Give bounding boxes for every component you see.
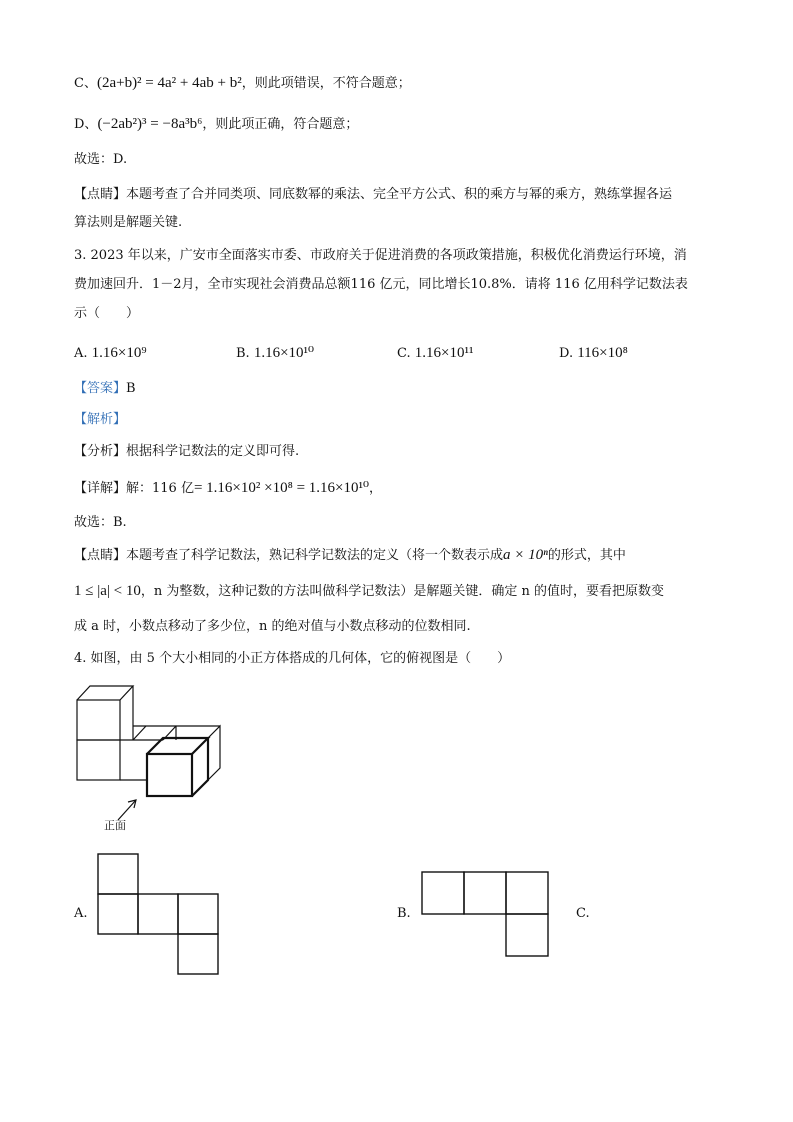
q3-detail-formula: = 1.16×10² ×10⁸ = 1.16×10¹⁰ [193, 480, 370, 496]
q3-answer-value: B [126, 381, 136, 396]
q3-option-c [397, 343, 473, 364]
comment1-line1 [74, 185, 672, 205]
q3-comment-line2 [74, 581, 664, 602]
grid-cell-b2 [464, 872, 506, 914]
grid-cell-b3 [506, 872, 548, 914]
q3-option-a-label: A. [74, 346, 88, 361]
choose-d: 故选：D. [74, 152, 128, 167]
grid-cell-a1 [98, 854, 138, 894]
q3-answer [74, 379, 136, 399]
front-label: 正面 [104, 819, 126, 832]
comment1-line2: 算法则是解题关键. [74, 215, 183, 230]
q3-option-c-label: C. [397, 346, 411, 361]
grid-cell-b1 [422, 872, 464, 914]
cube-drawing [77, 686, 220, 820]
cube-figure [70, 680, 230, 850]
grid-cell-a3 [138, 894, 178, 934]
q3-fenxi-label: 【分析】 [74, 444, 127, 459]
q3-choose: 故选：B. [74, 515, 127, 530]
q3-option-d-label: D. [559, 346, 574, 361]
q3-comment-text1a: 本题考查了科学记数法，熟记科学记数法的定义（将一个数表示成 [126, 548, 504, 563]
q3-answer-label: 【答案】 [74, 381, 127, 396]
option-c-line [74, 73, 411, 94]
q4-option-a-label: A. [74, 906, 88, 921]
q3-option-b [236, 343, 314, 364]
option-d-comment: ，则此项正确，符合题意； [202, 117, 359, 132]
cube-right-side [208, 726, 220, 780]
q3-comment-label: 【点睛】 [74, 548, 127, 563]
comment1-text1: 本题考查了合并同类项、同底数幂的乘法、完全平方公式、积的乘方与幂的乘方，熟练掌握各运 [126, 187, 673, 202]
q3-stem-line2: 费加速回升．1－2月，全市实现社会消费品总额116 亿元，同比增长10.8%．请将 116 亿用科学记数法表 [74, 277, 688, 292]
cube-top-lid [77, 686, 133, 700]
q4-stem: 4. 如图，由 5 个大小相同的小正方体搭成的几何体，它的俯视图是（ ） [74, 651, 511, 666]
option-c-formula: (2a+b)² = 4a² + 4ab + b² [96, 75, 242, 91]
q3-detail-suffix: ， [369, 481, 383, 496]
cube-top-front [77, 700, 120, 740]
q3-comment-text1b: 的形式，其中 [547, 548, 626, 563]
q3-comment-inequality: 1 ≤ |a| < 10 [74, 583, 141, 599]
q4-option-c-label: C. [576, 906, 590, 921]
option-d-prefix: D、 [74, 117, 98, 132]
q4-option-a-figure [96, 852, 221, 977]
q3-option-a [74, 343, 147, 364]
q3-comment-line3: 成 a 时，小数点移动了多少位，n 的绝对值与小数点移动的位数相同. [74, 619, 471, 634]
q3-comment-text2: ，n 为整数，这种记数的方法叫做科学记数法）是解题关键．确定 n 的值时，要看把原数变 [140, 584, 665, 599]
cube-mid-edge [133, 726, 146, 740]
q4-option-b-label: B. [397, 906, 411, 921]
comment1-label: 【点睛】 [74, 187, 127, 202]
q3-option-b-value: 1.16×10¹⁰ [253, 345, 315, 361]
cube-bottom-left [77, 740, 120, 780]
q3-stem-line3: 示（ ） [74, 306, 140, 321]
q3-fenxi-text: 根据科学记数法的定义即可得. [126, 444, 300, 459]
q3-option-d [559, 343, 628, 364]
grid-cell-a5 [178, 934, 218, 974]
q3-option-b-label: B. [236, 346, 250, 361]
q4-option-b-figure [420, 870, 550, 958]
option-d-formula: (−2ab²)³ = −8a³b⁶ [97, 116, 203, 132]
q3-stem-line1: 3. 2023 年以来，广安市全面落实市委、市政府关于促进消费的各项政策措施，积极优化消费运行环境，消 [74, 248, 687, 263]
q3-detail-prefix: 解：116 亿 [126, 481, 194, 496]
q3-detail-label: 【详解】 [74, 481, 127, 496]
option-d-line [74, 114, 358, 135]
option-c-prefix: C、 [74, 76, 97, 91]
q3-comment-formula: a × 10ⁿ [503, 547, 548, 563]
grid-cell-b4 [506, 914, 548, 956]
option-c-comment: ，则此项错误，不符合题意； [241, 76, 411, 91]
q3-fenxi [74, 442, 299, 462]
q3-comment-line1 [74, 545, 626, 566]
q3-option-d-value: 116×10⁸ [577, 345, 628, 361]
q3-analysis-label: 【解析】 [74, 412, 127, 427]
q3-detail [74, 478, 382, 499]
q3-option-a-value: 1.16×10⁹ [91, 345, 147, 361]
grid-cell-a4 [178, 894, 218, 934]
cube-front-box [147, 754, 192, 796]
q3-option-c-value: 1.16×10¹¹ [414, 345, 474, 361]
grid-cell-a2 [98, 894, 138, 934]
